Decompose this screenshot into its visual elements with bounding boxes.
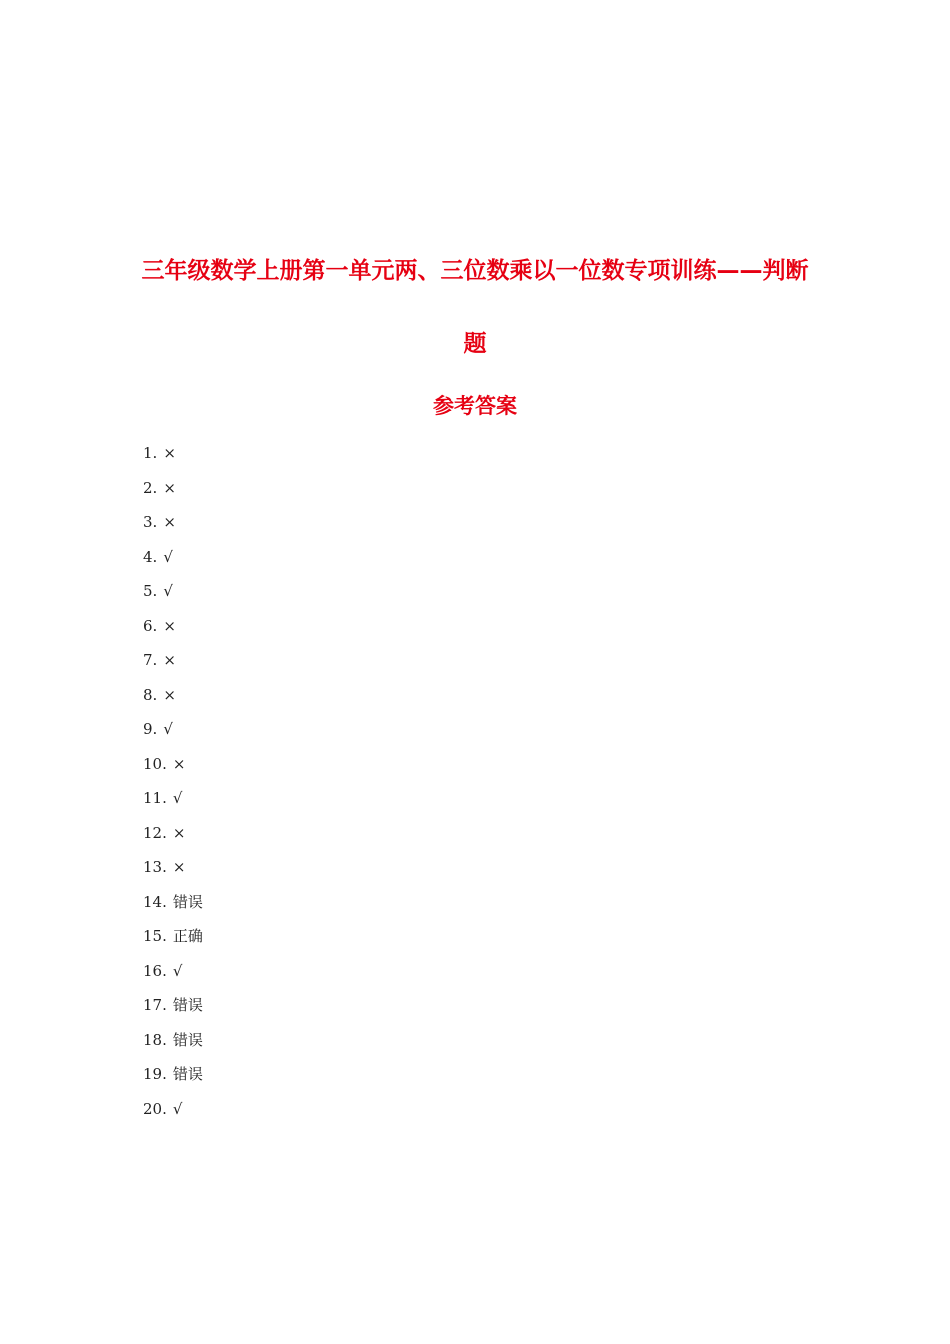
answer-mark: √	[163, 582, 173, 600]
answer-item	[143, 787, 203, 822]
answer-number: 17.	[143, 996, 167, 1014]
answer-number: 11.	[143, 789, 167, 807]
answer-item	[143, 718, 203, 753]
answer-item	[143, 615, 203, 650]
answer-number: 2.	[143, 478, 158, 497]
answer-list	[143, 442, 203, 1132]
answer-mark: √	[172, 789, 183, 807]
answer-item	[143, 753, 203, 788]
answer-item	[143, 994, 203, 1029]
answer-mark: ×	[163, 513, 176, 531]
answer-number: 12.	[143, 823, 167, 842]
answer-number: 6.	[143, 616, 158, 635]
answer-mark: ×	[172, 858, 186, 876]
answer-number: 16.	[143, 961, 167, 980]
answer-mark: ×	[163, 651, 176, 669]
answer-item	[143, 960, 203, 995]
answer-item	[143, 477, 203, 512]
answer-item	[143, 1063, 203, 1098]
answer-number: 10.	[143, 754, 167, 773]
answer-item	[143, 1098, 203, 1133]
answer-item	[143, 822, 203, 857]
answer-number: 5.	[143, 582, 158, 600]
answer-number: 1.	[143, 444, 158, 462]
answer-item	[143, 442, 203, 477]
answer-mark: √	[172, 961, 183, 980]
answer-mark: ×	[163, 444, 176, 462]
answer-number: 8.	[143, 685, 158, 704]
answer-mark: ×	[172, 823, 186, 842]
answer-mark: ×	[172, 754, 186, 773]
answer-number: 15.	[143, 927, 167, 945]
answer-mark: ×	[163, 478, 176, 497]
answer-number: 14.	[143, 892, 167, 911]
answer-mark: 错误	[172, 996, 203, 1014]
answer-number: 19.	[143, 1065, 167, 1083]
answer-mark: √	[163, 547, 173, 566]
answer-mark: 正确	[172, 927, 203, 945]
answer-item	[143, 1029, 203, 1064]
answer-number: 13.	[143, 858, 167, 876]
answer-number: 4.	[143, 547, 158, 566]
answer-mark: 错误	[172, 1030, 203, 1049]
answer-number: 18.	[143, 1030, 167, 1049]
document-title-line-1: 三年级数学上册第一单元两、三位数乘以一位数专项训练——判断	[141, 258, 809, 284]
answer-item	[143, 580, 203, 615]
answer-number: 3.	[143, 513, 158, 531]
answer-mark: ×	[163, 616, 176, 635]
answer-mark: √	[172, 1099, 183, 1118]
answer-number: 20.	[143, 1099, 167, 1118]
answer-mark: 错误	[172, 1065, 203, 1083]
answer-mark: 错误	[172, 892, 203, 911]
answer-number: 9.	[143, 720, 158, 738]
answer-item	[143, 925, 203, 960]
answer-item	[143, 649, 203, 684]
answer-number: 7.	[143, 651, 158, 669]
answer-mark: ×	[163, 685, 176, 704]
answer-key-heading: 参考答案	[433, 394, 517, 418]
answer-item	[143, 684, 203, 719]
answer-item	[143, 511, 203, 546]
answer-mark: √	[163, 720, 173, 738]
answer-item	[143, 546, 203, 581]
answer-item	[143, 891, 203, 926]
answer-item	[143, 856, 203, 891]
document-title-line-2: 题	[463, 331, 487, 357]
